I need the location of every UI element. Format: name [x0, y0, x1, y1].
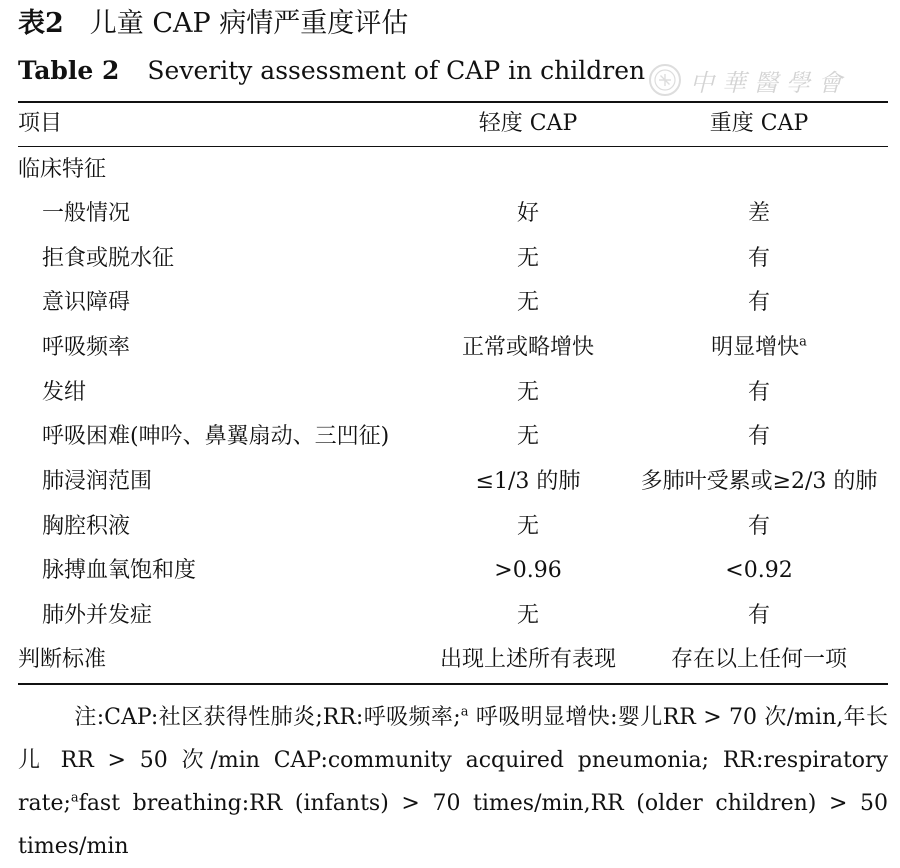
table-row — [18, 594, 888, 638]
row-mild-value: ≤1/3 的肺 — [475, 469, 581, 494]
row-mild-value: 好 — [516, 201, 539, 226]
row-severe-value: 有 — [747, 514, 770, 539]
row-item: 肺外并发症 — [42, 603, 153, 628]
row-item: 肺浸润范围 — [42, 469, 153, 494]
header-severe-cap: 重度 CAP — [709, 111, 809, 136]
table-row — [18, 237, 888, 281]
row-severe-value: <0.92 — [725, 558, 793, 583]
table-row — [18, 192, 888, 236]
row-severe-value: 差 — [747, 201, 770, 226]
row-item: 呼吸频率 — [42, 335, 131, 360]
table-row-criteria — [18, 638, 888, 682]
row-severe-value: 有 — [747, 246, 770, 271]
table-title-chinese-text: 儿童 CAP 病情严重度评估 — [89, 8, 409, 39]
table-title-chinese — [18, 6, 408, 42]
row-mild-value: 无 — [516, 514, 539, 539]
header-mild-cap: 轻度 CAP — [478, 111, 578, 136]
footnote-text: fast breathing:RR (infants) > 70 times/min,RR (older children) > 50 times/min — [18, 791, 888, 859]
table-header-row — [18, 102, 888, 146]
table-row — [18, 549, 888, 593]
row-mild-value: 正常或略增快 — [461, 335, 594, 360]
table-title-english-text: Severity assessment of CAP in children — [147, 56, 646, 85]
row-item: 脉搏血氧饱和度 — [42, 558, 197, 583]
row-severe-value: 有 — [747, 380, 770, 405]
table-row — [18, 415, 888, 459]
footnote-marker: a — [70, 790, 79, 806]
row-item: 判断标准 — [18, 647, 107, 672]
row-mild-value: 无 — [516, 246, 539, 271]
row-severe-value: 明显增快 — [711, 335, 800, 360]
row-severe-value: 有 — [747, 603, 770, 628]
row-item: 拒食或脱水征 — [42, 246, 175, 271]
table-row — [18, 281, 888, 325]
table-footnote — [18, 696, 888, 868]
row-item: 发绀 — [42, 380, 87, 405]
table-header-rule — [18, 146, 888, 147]
row-severe-value: 多肺叶受累或≥2/3 的肺 — [640, 469, 878, 494]
row-severe-cell — [630, 326, 888, 370]
footnote-marker: a — [460, 704, 469, 720]
row-item: 胸腔积液 — [42, 514, 131, 539]
footnote-marker: a — [799, 334, 807, 350]
row-item: 意识障碍 — [42, 290, 131, 315]
table-number-english: Table 2 — [18, 56, 120, 85]
row-severe-value: 有 — [747, 290, 770, 315]
row-mild-value: >0.96 — [494, 558, 562, 583]
row-mild-value: 无 — [516, 380, 539, 405]
row-mild-value: 无 — [516, 290, 539, 315]
publisher-watermark — [648, 60, 850, 100]
header-item: 项目 — [18, 111, 63, 136]
row-severe-value: 有 — [747, 424, 770, 449]
table-row — [18, 326, 888, 370]
table-row-section-clinical — [18, 148, 888, 192]
watermark-text: 中華醫學會 — [690, 68, 850, 97]
row-severe-value: 存在以上任何一项 — [670, 647, 847, 672]
footnote-text: 呼吸明显增快:婴儿RR > 70 次/min,年长儿 RR > 50 次/min CAP:community acquired pneumonia; RR:respiratory rate; — [18, 705, 888, 816]
row-item: 呼吸困难(呻吟、鼻翼扇动、三凹征) — [42, 424, 390, 449]
table-number-chinese: 表2 — [18, 8, 64, 39]
footnote-text: 注:CAP:社区获得性肺炎;RR:呼吸频率; — [74, 705, 461, 730]
row-mild-value: 无 — [516, 603, 539, 628]
row-mild-value: 无 — [516, 424, 539, 449]
table-bottom-rule — [18, 683, 888, 685]
row-mild-value: 出现上述所有表现 — [439, 647, 616, 672]
row-item: 一般情况 — [42, 201, 131, 226]
table-row — [18, 460, 888, 504]
table-row — [18, 505, 888, 549]
table-row — [18, 371, 888, 415]
seal-icon — [648, 63, 682, 97]
row-item: 临床特征 — [18, 157, 107, 182]
table-title-english — [18, 54, 645, 88]
